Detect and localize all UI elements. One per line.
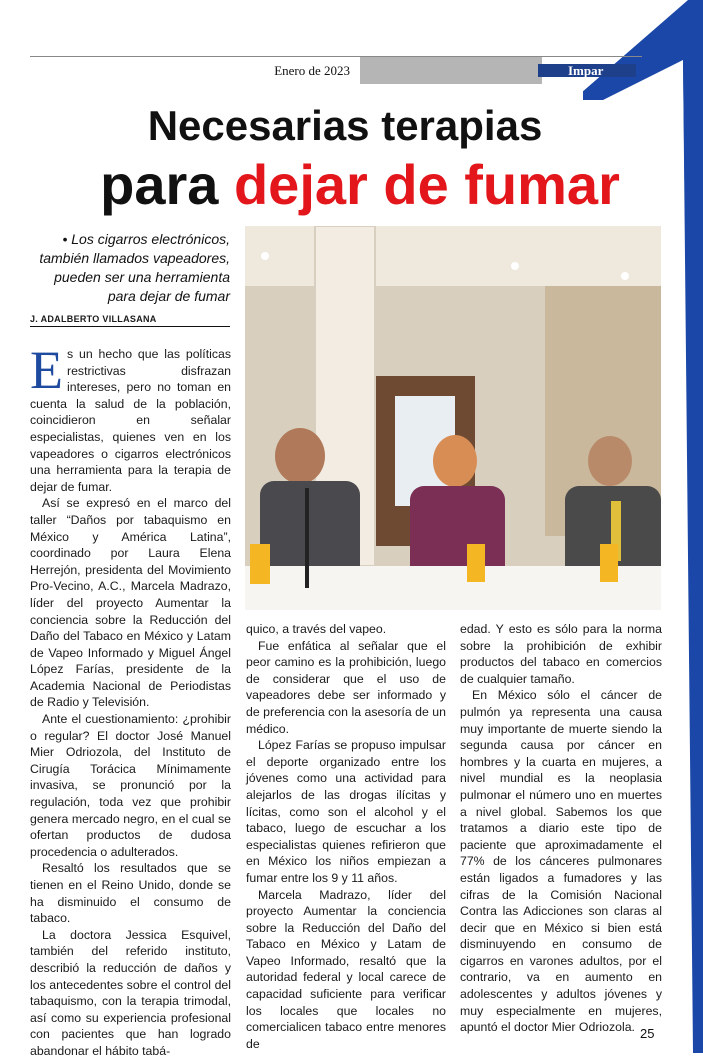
paragraph: Es un hecho que las políticas restrictivas disfrazan intereses, pero no toman en cuenta la salud de la población, coincidieron en señalar especialistas, quienes ven en los vapeadores o cigarros electrónicos una herramienta para la terapia de dejar de fumar. xyxy=(30,340,231,494)
press-conference-photo xyxy=(245,226,661,610)
page-number: 25 xyxy=(640,1026,655,1041)
paragraph: López Farías se propuso impulsar el deporte organizado entre los jóvenes como una actividad para alejarlos de las drogas ilícitas y lícitas, como son el alcohol y el tabaco, luego de escuchar a los especialistas quienes refirieron que en México los niños empiezan a fumar entre los 9 y 11 años. xyxy=(246,738,446,885)
header-gray-band xyxy=(360,57,542,84)
article-column-3 xyxy=(460,621,662,1036)
brand-label: Impar xyxy=(538,64,636,77)
paragraph: Así se expresó en el marco del taller “Daños por tabaquismo en México y América Latina”, coordinado por Laura Elena Herrejón, presidenta del Movimiento Pro-Vecino, A.C., Marcela Madrazo, líder del proyecto Aumentar la conciencia sobre la Reducción del Daño del Tabaco en México y Latam de Vapeo Informado y Miguel Ángel López Farías, presidente de la Academia Nacional de Periodistas de Radio y Televisión. xyxy=(30,496,231,710)
page-header xyxy=(30,56,642,85)
lede-summary: • Los cigarros electrónicos, también llamados vapeadores, pueden ser una herramienta para dejar de fumar xyxy=(39,231,230,304)
paragraph: quico, a través del vapeo. xyxy=(246,622,387,636)
paragraph: Ante el cuestionamiento: ¿prohibir o regular? El doctor José Manuel Mier Odriozola, del Instituto de Cirugía Torácica Mínimamente invasiva, se pronunció por la regulación, toda vez que prohibir genera mercado negro, en el cual se ofertan productos de dudosa procedencia o adulterados. xyxy=(30,712,231,859)
photo-illustration xyxy=(245,226,661,610)
paragraph: Marcela Madrazo, líder del proyecto Aumentar la conciencia sobre la Reducción del Daño del Tabaco en México y Latam de Vapeo Informado, resaltó que la autoridad federal y local carece de capacidad suficiente para verificar los locales que locales no comercialicen tabaco entre menores de xyxy=(246,887,446,1051)
paragraph: Resaltó los resultados que se tienen en el Reino Unido, donde se ha disminuido el consumo de tabaco. xyxy=(30,861,231,926)
paragraph: En México sólo el cáncer de pulmón ya representa una causa muy importante de muerte siendo la segunda causa por cáncer en hombres y la cuarta en mujeres, a nivel mundial es la neoplasia pulmonar el número uno en muertes a nivel global. Sabemos los que tratamos a diario este tipo de paciente que aproximadamente el 77% de los cánceres pulmonares están ligados a fumadores y las cifras de la Comisión Nacional Contra las Adicciones son claras al decir que en México si bien está disminuyendo en consumo de cigarros en varones adultos, por el contrario, va en aumento en adolescentes y adultos jóvenes y muy especialmente en mujeres, apuntó el doctor Mier Odriozola. xyxy=(460,688,662,1035)
article-column-2 xyxy=(246,621,446,1052)
headline-black-part: para xyxy=(100,153,219,216)
headline-red-part: dejar de fumar xyxy=(233,153,620,216)
author-byline: J. ADALBERTO VILLASANA xyxy=(30,314,230,327)
issue-date: Enero de 2023 xyxy=(274,63,350,78)
paragraph: Fue enfática al señalar que el peor camino es la prohibición, luego de considerar que el uso de vapeadores debe ser informado y de preferencia con la asesoría de un médico. xyxy=(246,638,446,736)
paragraph: edad. Y esto es sólo para la norma sobre la prohibición de exhibir productos del tabaco en comercios de cualquier tamaño. xyxy=(460,622,662,686)
article-column-1 xyxy=(30,340,231,1060)
headline-line-2 xyxy=(30,150,690,220)
drop-cap: E xyxy=(30,340,63,400)
headline-line-1: Necesarias terapias xyxy=(147,102,543,149)
paragraph: La doctora Jessica Esquivel, también del referido instituto, describió la reducción de daños y los antecedentes sobre el control del tabaquismo, con la terapia trimodal, así como su experiencia profesional con pacientes que han logrado abandonar el hábito tabá- xyxy=(30,927,231,1058)
